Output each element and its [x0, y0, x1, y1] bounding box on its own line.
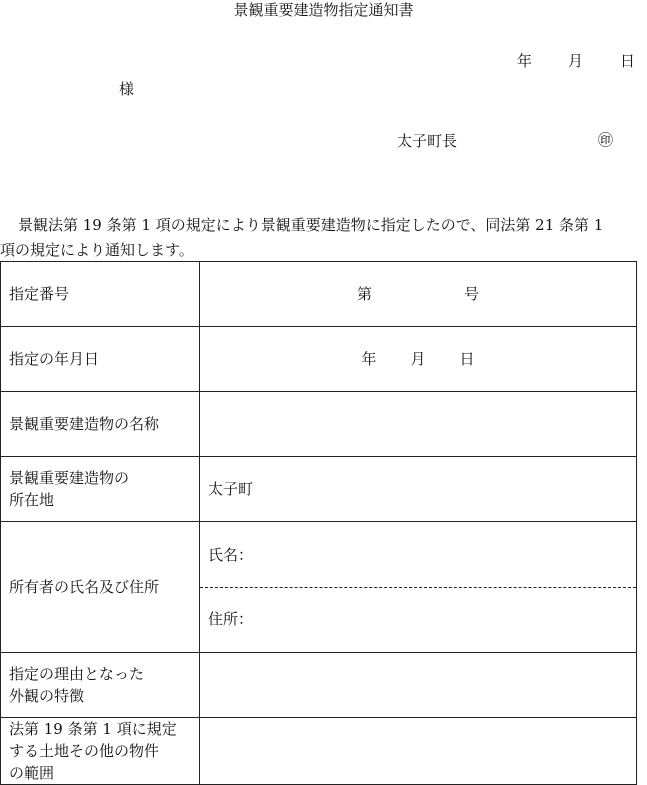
owner-name-label: 氏名： [208, 546, 254, 564]
issuer-name: 太子町長 [397, 132, 458, 150]
notice-body-line-2: 項の規定により通知します。 [0, 241, 194, 259]
designation-table [0, 261, 637, 785]
owner-name-field [200, 524, 636, 588]
date-month: 月 [410, 350, 426, 368]
date-day: 日 [459, 350, 475, 368]
scope-cell [200, 718, 637, 785]
date-month-label: 月 [568, 52, 584, 70]
row-label: 法第 19 条第 1 項に規定 する土地その他の物件 の範囲 [1, 718, 200, 785]
addressee-suffix: 様 [119, 80, 135, 98]
row-label: 所有者の氏名及び住所 [1, 522, 200, 653]
notice-body-line-1: 景観法第 19 条第 1 項の規定により景観重要建造物に指定したので、同法第 21 条第 1 [18, 216, 604, 234]
document-title: 景観重要建造物指定通知書 [233, 1, 414, 19]
building-name-cell [200, 392, 637, 457]
table-row-location [1, 457, 637, 522]
seal-mark: ㊞ [598, 131, 614, 149]
table-row-owner [1, 522, 637, 653]
table-row-designation-date [1, 327, 637, 392]
location-cell: 太子町 [200, 457, 637, 522]
number-prefix: 第 [356, 285, 372, 303]
date-year: 年 [361, 350, 377, 368]
notice-body [0, 213, 647, 263]
row-label: 指定の理由となった 外観の特徴 [1, 653, 200, 718]
owner-cell [200, 522, 637, 653]
number-suffix: 号 [464, 285, 480, 303]
reason-cell [200, 653, 637, 718]
designation-date-cell [200, 327, 637, 392]
owner-address-label: 住所： [208, 610, 254, 628]
table-row-reason [1, 653, 637, 718]
owner-address-field [200, 588, 636, 651]
table-row-building-name [1, 392, 637, 457]
date-year-label: 年 [517, 52, 533, 70]
row-label: 景観重要建造物の名称 [1, 392, 200, 457]
row-label: 指定の年月日 [1, 327, 200, 392]
designation-number-cell [200, 262, 637, 327]
row-label: 指定番号 [1, 262, 200, 327]
row-label: 景観重要建造物の 所在地 [1, 457, 200, 522]
table-row-scope [1, 718, 637, 785]
date-day-label: 日 [620, 52, 636, 70]
table-row-designation-number [1, 262, 637, 327]
